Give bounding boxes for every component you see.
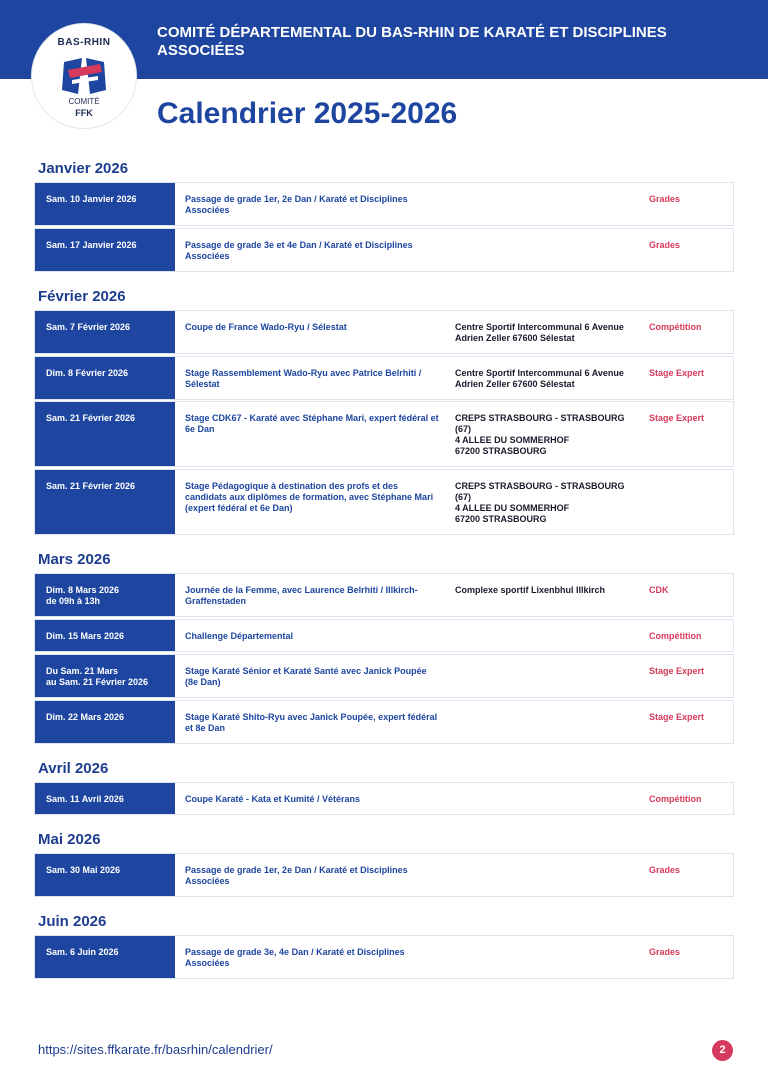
event-date: Dim. 8 Mars 2026 de 09h à 13h — [35, 574, 175, 616]
event-title: Challenge Départemental — [185, 631, 294, 641]
event-category: Stage Expert — [649, 413, 705, 423]
ffk-logo — [32, 24, 136, 128]
event-category: Compétition — [649, 631, 702, 641]
event-category: Grades — [649, 194, 681, 204]
event-location: CREPS STRASBOURG - STRASBOURG (67) 4 ALLEE DU SOMMERHOF 67200 STRASBOURG — [455, 481, 625, 524]
event-title: Stage Karaté Sénior et Karaté Santé avec Janick Poupée (8e Dan) — [185, 666, 427, 687]
event-row — [34, 853, 734, 897]
event-date: Dim. 8 Février 2026 — [35, 357, 175, 399]
event-title: Coupe de France Wado-Ryu / Sélestat — [185, 322, 347, 332]
event-date: Sam. 7 Février 2026 — [35, 311, 175, 353]
event-title: Passage de grade 1er, 2e Dan / Karaté et Disciplines Associées — [185, 194, 408, 215]
event-row — [34, 935, 734, 979]
event-location: Centre Sportif Intercommunal 6 Avenue Adrien Zeller 67600 Sélestat — [455, 322, 624, 343]
event-date: Sam. 6 Juin 2026 — [35, 936, 175, 978]
event-category: Grades — [649, 947, 681, 957]
event-title: Stage CDK67 - Karaté avec Stéphane Mari, expert fédéral et 6e Dan — [185, 413, 439, 434]
event-row — [34, 356, 734, 400]
event-date: Sam. 10 Janvier 2026 — [35, 183, 175, 225]
event-date: Sam. 11 Avril 2026 — [35, 783, 175, 814]
event-location: Centre Sportif Intercommunal 6 Avenue Adrien Zeller 67600 Sélestat — [455, 368, 624, 389]
event-date: Du Sam. 21 Mars au Sam. 21 Février 2026 — [35, 655, 175, 697]
event-category: Stage Expert — [649, 712, 705, 722]
event-title: Passage de grade 3e, 4e Dan / Karaté et Disciplines Associées — [185, 947, 405, 968]
month-heading-mai: Mai 2026 — [38, 831, 101, 848]
event-title: Passage de grade 3e et 4e Dan / Karaté et Disciplines Associées — [185, 240, 413, 261]
month-heading-fevrier: Février 2026 — [38, 288, 126, 305]
event-row — [34, 654, 734, 698]
event-category: Stage Expert — [649, 666, 705, 676]
event-location: Complexe sportif Lixenbhul Illkirch — [455, 585, 606, 595]
month-heading-mars: Mars 2026 — [38, 551, 111, 568]
event-category: Grades — [649, 240, 681, 250]
event-category: Compétition — [649, 322, 702, 332]
event-date: Sam. 30 Mai 2026 — [35, 854, 175, 896]
event-title: Stage Rassemblement Wado-Ryu avec Patrice Belrhiti / Sélestat — [185, 368, 422, 389]
event-category: CDK — [649, 585, 669, 595]
logo-comite-text: COMITÉ — [68, 97, 100, 106]
event-row — [34, 782, 734, 815]
event-category: Grades — [649, 865, 681, 875]
footer-calendar-link[interactable]: https://sites.ffkarate.fr/basrhin/calendrier/ — [38, 1042, 273, 1057]
event-category: Stage Expert — [649, 368, 705, 378]
event-row — [34, 700, 734, 744]
month-heading-avril: Avril 2026 — [38, 760, 109, 777]
month-heading-juin: Juin 2026 — [38, 913, 107, 930]
event-date: Sam. 21 Février 2026 — [35, 402, 175, 466]
event-date: Sam. 21 Février 2026 — [35, 470, 175, 534]
event-row — [34, 310, 734, 354]
event-date: Dim. 15 Mars 2026 — [35, 620, 175, 651]
page-number-badge: 2 — [712, 1040, 733, 1061]
event-title: Stage Karaté Shito-Ryu avec Janick Poupée, expert fédéral et 8e Dan — [185, 712, 438, 733]
event-row — [34, 573, 734, 617]
event-location: CREPS STRASBOURG - STRASBOURG (67) 4 ALLEE DU SOMMERHOF 67200 STRASBOURG — [455, 413, 625, 456]
logo-ffk-text: FFK — [75, 108, 93, 118]
karate-gi-icon — [58, 54, 110, 98]
event-date: Dim. 22 Mars 2026 — [35, 701, 175, 743]
event-row — [34, 469, 734, 535]
event-row — [34, 182, 734, 226]
event-row — [34, 228, 734, 272]
event-title: Passage de grade 1er, 2e Dan / Karaté et Disciplines Associées — [185, 865, 408, 886]
page-title: Calendrier 2025-2026 — [157, 97, 458, 130]
event-row — [34, 401, 734, 467]
event-title: Stage Pédagogique à destination des profs et des candidats aux diplômes de formation, avec Stéphane Mari (expert fédéral et 6e Dan) — [185, 481, 434, 513]
logo-top-text: BAS-RHIN — [57, 37, 111, 48]
month-heading-janvier: Janvier 2026 — [38, 160, 129, 177]
header-title: COMITÉ DÉPARTEMENTAL DU BAS-RHIN DE KARATÉ ET DISCIPLINES ASSOCIÉES — [157, 24, 667, 59]
event-date: Sam. 17 Janvier 2026 — [35, 229, 175, 271]
event-category: Compétition — [649, 794, 702, 804]
event-title: Coupe Karaté - Kata et Kumité / Vétérans — [185, 794, 361, 804]
event-title: Journée de la Femme, avec Laurence Belrhiti / Illkirch-Graffenstaden — [185, 585, 418, 606]
event-row — [34, 619, 734, 652]
